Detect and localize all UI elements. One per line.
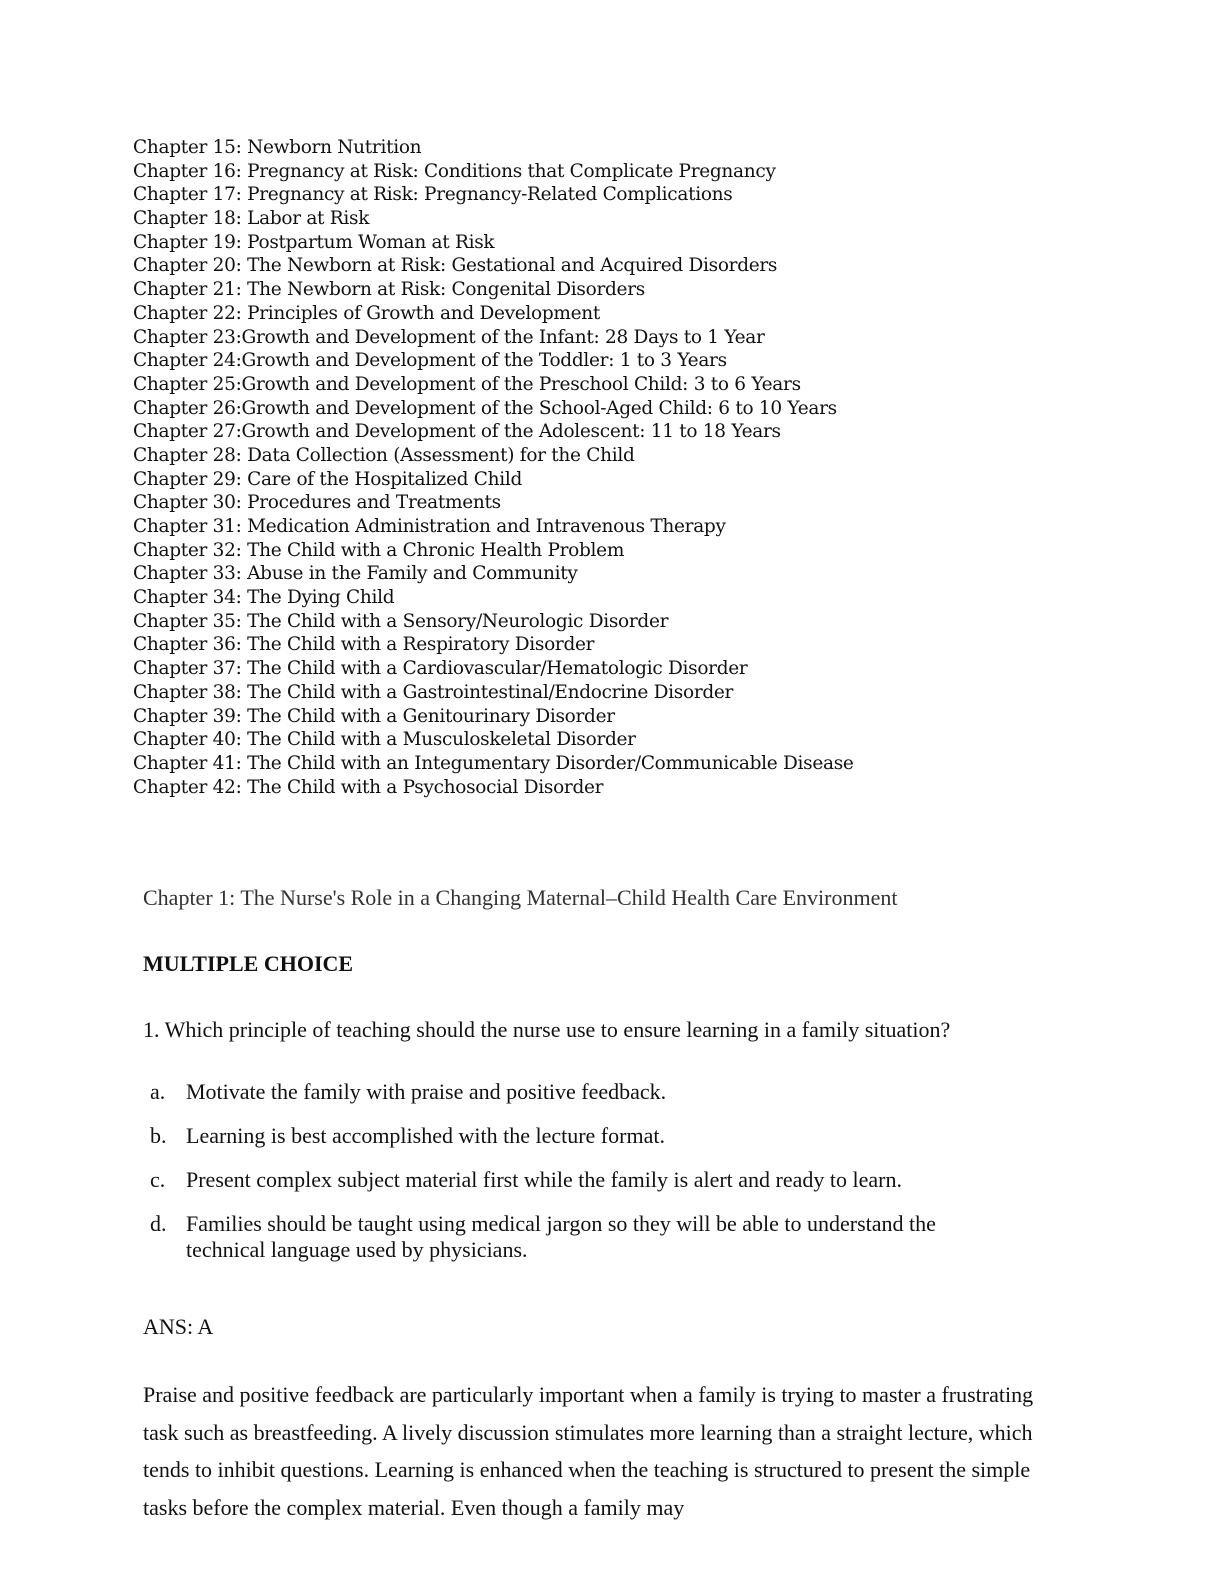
- toc-entry: Chapter 27:Growth and Development of the Adolescent: 11 to 18 Years: [133, 421, 781, 443]
- toc-entry: Chapter 20: The Newborn at Risk: Gestational and Acquired Disorders: [133, 255, 778, 277]
- answer-choices: [150, 1079, 986, 1281]
- toc-entry: Chapter 32: The Child with a Chronic Health Problem: [133, 539, 625, 561]
- choice-text: Families should be taught using medical jargon so they will be able to understand the technical language used by physicians.: [186, 1211, 936, 1262]
- toc-entry: Chapter 42: The Child with a Psychosocial Disorder: [133, 776, 604, 798]
- choice-text: Present complex subject material first while the family is alert and ready to learn.: [186, 1167, 902, 1192]
- chapter-heading: Chapter 1: The Nurse's Role in a Changing Maternal–Child Health Care Environment: [143, 885, 898, 910]
- table-of-contents: [133, 136, 854, 799]
- toc-entry: Chapter 16: Pregnancy at Risk: Conditions that Complicate Pregnancy: [133, 160, 776, 182]
- toc-entry: Chapter 33: Abuse in the Family and Community: [133, 563, 578, 585]
- toc-entry: Chapter 23:Growth and Development of the Infant: 28 Days to 1 Year: [133, 326, 765, 348]
- toc-entry: Chapter 38: The Child with a Gastrointestinal/Endocrine Disorder: [133, 681, 734, 703]
- toc-entry: Chapter 28: Data Collection (Assessment) for the Child: [133, 444, 635, 466]
- choice-letter: c.: [150, 1167, 166, 1192]
- toc-entry: Chapter 29: Care of the Hospitalized Child: [133, 468, 522, 490]
- choice-letter: a.: [150, 1079, 166, 1104]
- choice-letter: d.: [150, 1211, 167, 1236]
- section-heading: MULTIPLE CHOICE: [143, 951, 354, 976]
- choice-c: [150, 1167, 986, 1193]
- toc-entry: Chapter 35: The Child with a Sensory/Neurologic Disorder: [133, 610, 669, 632]
- choice-a: [150, 1079, 986, 1105]
- toc-entry: Chapter 17: Pregnancy at Risk: Pregnancy-Related Complications: [133, 184, 733, 206]
- choice-letter: b.: [150, 1123, 167, 1148]
- toc-entry: Chapter 24:Growth and Development of the Toddler: 1 to 3 Years: [133, 350, 727, 372]
- toc-entry: Chapter 40: The Child with a Musculoskeletal Disorder: [133, 729, 636, 751]
- answer-key: ANS: A: [143, 1314, 214, 1339]
- toc-entry: Chapter 39: The Child with a Genitourinary Disorder: [133, 705, 615, 727]
- toc-entry: Chapter 19: Postpartum Woman at Risk: [133, 231, 495, 253]
- toc-entry: Chapter 15: Newborn Nutrition: [133, 137, 422, 158]
- toc-entry: Chapter 25:Growth and Development of the Preschool Child: 3 to 6 Years: [133, 373, 801, 395]
- toc-entry: Chapter 36: The Child with a Respiratory Disorder: [133, 634, 595, 656]
- toc-entry: Chapter 21: The Newborn at Risk: Congenital Disorders: [133, 279, 645, 301]
- toc-entry: Chapter 31: Medication Administration and Intravenous Therapy: [133, 516, 726, 537]
- choice-b: [150, 1123, 986, 1149]
- toc-entry: Chapter 26:Growth and Development of the School-Aged Child: 6 to 10 Years: [133, 397, 837, 419]
- toc-entry: Chapter 22: Principles of Growth and Development: [133, 302, 601, 324]
- toc-entry: Chapter 18: Labor at Risk: [133, 208, 370, 230]
- question-text: 1. Which principle of teaching should the nurse use to ensure learning in a family situation?: [143, 1017, 951, 1042]
- choice-d: [150, 1211, 986, 1263]
- choice-text: Learning is best accomplished with the lecture format.: [186, 1123, 665, 1148]
- choice-text: Motivate the family with praise and positive feedback.: [186, 1079, 667, 1104]
- toc-entry: Chapter 37: The Child with a Cardiovascular/Hematologic Disorder: [133, 658, 748, 680]
- toc-entry: Chapter 41: The Child with an Integumentary Disorder/Communicable Disease: [133, 752, 854, 774]
- toc-entry: Chapter 34: The Dying Child: [133, 587, 395, 609]
- rationale-paragraph: Praise and positive feedback are particularly important when a family is trying to master a frustrating task such as breastfeeding. A lively discussion stimulates more learning than a straight lecture, which tends to inhibit questions. Learning is enhanced when the teaching is structured to present the simple tasks before the complex material. Even though a family may: [143, 1382, 1034, 1521]
- toc-entry: Chapter 30: Procedures and Treatments: [133, 492, 501, 514]
